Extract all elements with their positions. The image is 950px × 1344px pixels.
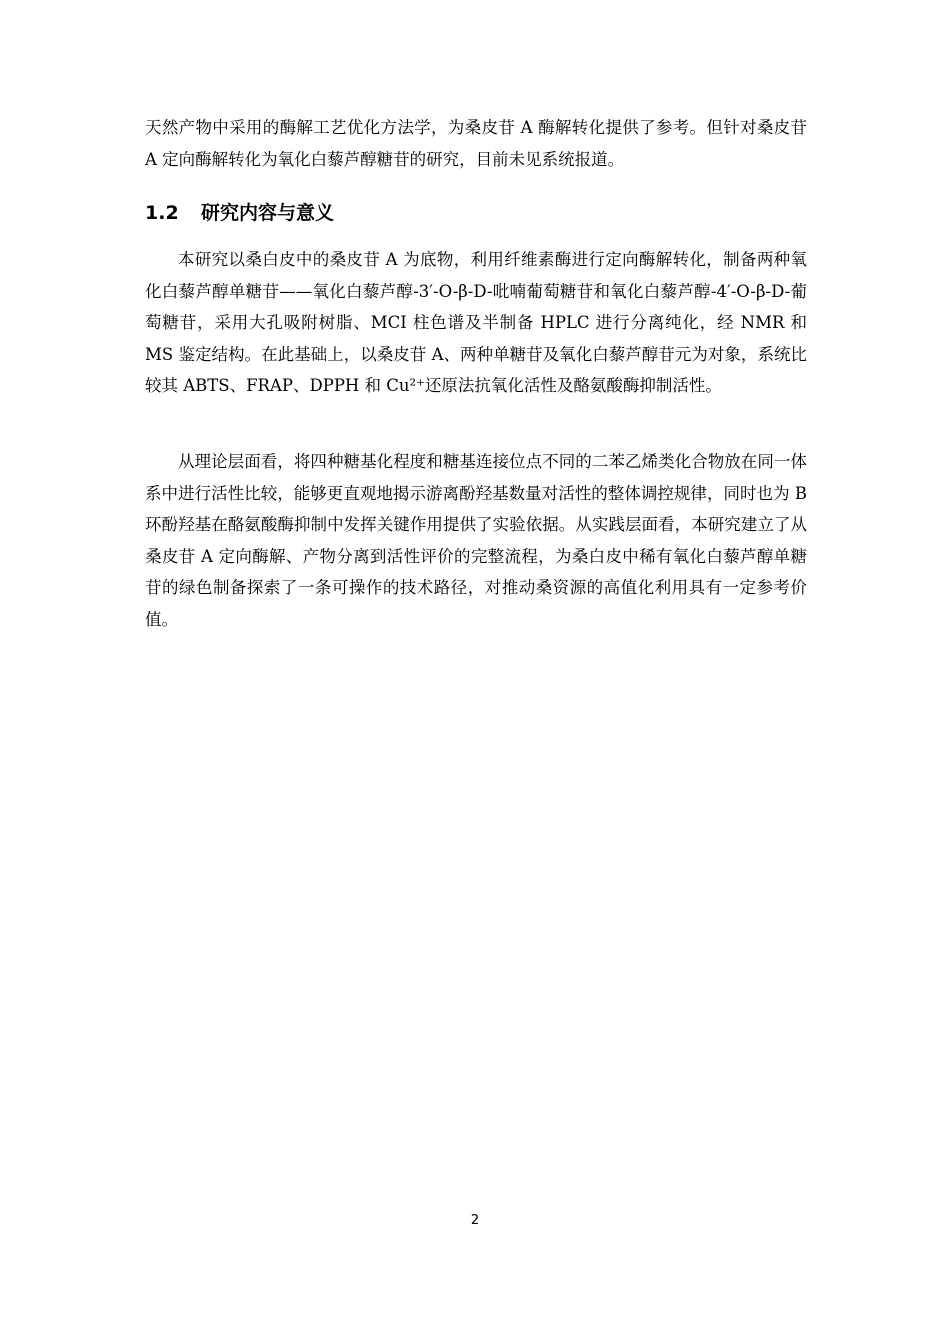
page-number: 2 [470,1213,480,1228]
section-title: 研究内容与意义 [201,202,335,224]
section-heading [145,196,334,230]
section-number: 1.2 [145,202,179,224]
paragraph-significance: 从理论层面看，将四种糖基化程度和糖基连接位点不同的二苯乙烯类化合物放在同一体系中进行活性比较，能够更直观地揭示游离酚羟基数量对活性的整体调控规律，同时也为 B 环酚羟基在酪氨酸酶抑制中发挥关键作用提供了实验依据。从实践层面看，本研究建立了从桑皮苷 A 定向酶解、产物分离到活性评价的完整流程，为桑白皮中稀有氧化白藜芦醇单糖苷的绿色制备探索了一条可操作的技术路径，对推动桑资源的高值化利用具有一定参考价值。 [145,452,807,629]
continued-paragraph: 天然产物中采用的酶解工艺优化方法学，为桑皮苷 A 酶解转化提供了参考。但针对桑皮苷 A 定向酶解转化为氧化白藜芦醇糖苷的研究，目前未见系统报道。 [145,118,807,169]
paragraph-research-content: 本研究以桑白皮中的桑皮苷 A 为底物，利用纤维素酶进行定向酶解转化，制备两种氧化白藜芦醇单糖苷——氧化白藜芦醇-3′-O-β-D-吡喃葡萄糖苷和氧化白藜芦醇-4′-O-β-D-葡萄糖苷，采用大孔吸附树脂、MCI 柱色谱及半制备 HPLC 进行分离纯化，经 NMR 和 MS 鉴定结构。在此基础上，以桑皮苷 A、两种单糖苷及氧化白藜芦醇苷元为对象，系统比较其 ABTS、FRAP、DPPH 和 Cu²⁺还原法抗氧化活性及酪氨酸酶抑制活性。 [145,250,807,395]
